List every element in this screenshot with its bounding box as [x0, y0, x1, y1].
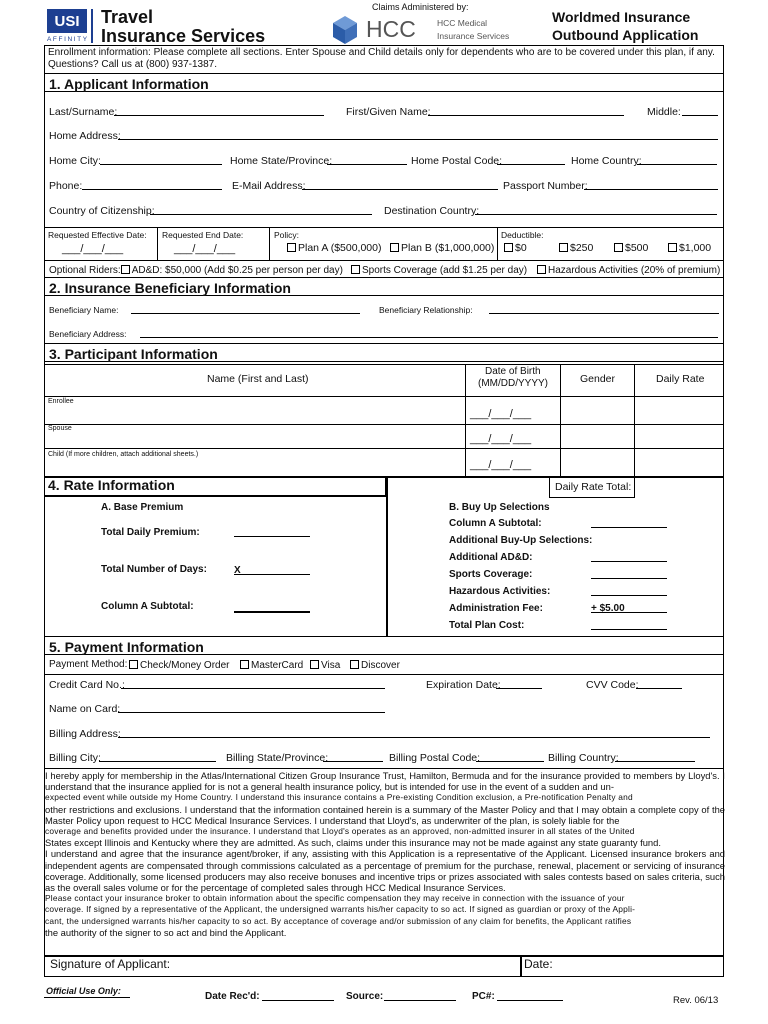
first-name-label: First/Given Name: [346, 106, 431, 118]
sports-coverage-label: Sports Coverage: [449, 569, 533, 580]
legal-p3c: cant, the undersigned warrants his/her capacity to so act. By acceptance of coverage and/or submission of any claim for benefits, the Applicant ratifies [45, 915, 632, 926]
legal-p1c: other restrictions and exclusions. I understand that the information contained herein is a summary of the Master Policy and that I may obtain a complete copy of the Master Policy upon request to HCC Medical Insurance Services. I understand that Lloyd's, as underwriter of the plan, is solely liable for the [45, 803, 725, 826]
rider-hazard-label: Hazardous Activities (20% of premium) [548, 265, 721, 276]
check-label: Check/Money Order [140, 660, 230, 671]
deductible-250-checkbox[interactable] [559, 243, 568, 252]
mastercard-option[interactable] [240, 660, 303, 671]
col-dob-header-2: (MM/DD/YYYY) [478, 378, 548, 389]
legal-p3b: coverage. If signed by a representative of the Applicant, the undersigned warrants his/her capacity to so act. If signed as guardian or proxy of the Appli- [45, 904, 636, 915]
legal-p2: I understand and agree that the insurance agent/broker, if any, assisting with this Application is a representative of the Applicant. Licensed insurance brokers and independent agents are compensated through commissions calculated as a percentage of premium for the purchase, renewal, placement or servicing of insurance coverage. Additionally, some licensed producers may also receive bonuses and incentive trips or prizes associated with sales contests based on sales criteria, such as the overall sales volume or for the percentage of completed sales through HCC Medical Insurance Services. [45, 848, 725, 894]
credit-card-field[interactable] [121, 678, 385, 689]
total-days-field[interactable] [234, 564, 310, 575]
plan-b-checkbox[interactable] [390, 243, 399, 252]
rider-add-checkbox[interactable] [121, 265, 130, 274]
admin-fee-label: Administration Fee: [449, 603, 543, 614]
beneficiary-address-label: Beneficiary Address: [49, 329, 127, 339]
additional-add-label: Additional AD&D: [449, 552, 533, 563]
hazardous-field[interactable] [591, 585, 667, 596]
billing-state-field[interactable] [323, 751, 383, 762]
section-applicant-title: 1. Applicant Information [49, 76, 209, 92]
first-name-field[interactable] [428, 105, 624, 116]
child-dob-field[interactable]: ___/___/___ [470, 459, 532, 471]
home-state-label: Home State/Province: [230, 155, 333, 167]
pc-label: PC#: [472, 991, 495, 1002]
source-label: Source: [346, 991, 384, 1002]
billing-postal-label: Billing Postal Code: [389, 752, 481, 764]
rider-sports-option[interactable] [351, 265, 527, 276]
billing-address-field[interactable] [118, 727, 710, 738]
billing-state-label: Billing State/Province: [226, 752, 329, 764]
claims-administered-label: Claims Administered by: [372, 2, 469, 12]
source-field[interactable] [384, 990, 456, 1001]
usi-logo-text: USI [54, 13, 80, 30]
section-payment-header [44, 636, 724, 655]
req-effective-label: Requested Effective Date: [48, 230, 147, 240]
middle-field[interactable] [682, 105, 718, 116]
legal-p3a: Please contact your insurance broker to obtain information about the specific compensation they may receive in connection with the issuance of your [45, 893, 625, 904]
revision-label: Rev. 06/13 [673, 995, 719, 1006]
legal-text [45, 770, 725, 938]
email-field[interactable] [302, 179, 498, 190]
hcc-sub-2: Insurance Services [437, 31, 510, 41]
section-payment-title: 5. Payment Information [49, 639, 204, 655]
payment-method-label: Payment Method: [49, 659, 128, 670]
buy-up-title: B. Buy Up Selections [449, 502, 550, 513]
rider-sports-label: Sports Coverage (add $1.25 per day) [362, 265, 528, 276]
rider-sports-checkbox[interactable] [351, 265, 360, 274]
beneficiary-relationship-field[interactable] [489, 303, 719, 314]
base-premium-title: A. Base Premium [101, 502, 184, 513]
destination-label: Destination Country: [384, 205, 480, 217]
form-title-2: Outbound Application [552, 27, 699, 43]
col-dob-header-1: Date of Birth [485, 366, 541, 377]
sports-coverage-field[interactable] [591, 568, 667, 579]
deductible-1000-label: $1,000 [679, 242, 712, 254]
expiration-label: Expiration Date: [426, 679, 501, 691]
section-beneficiary-header [44, 277, 724, 296]
deductible-500-label: $500 [625, 242, 649, 254]
total-daily-premium-field[interactable] [234, 526, 310, 537]
name-on-card-field[interactable] [118, 702, 385, 713]
last-name-field[interactable] [114, 105, 324, 116]
b-column-a-subtotal-label: Column A Subtotal: [449, 518, 542, 529]
plan-b-label: Plan B ($1,000,000) [401, 242, 495, 254]
additional-buyup-label: Additional Buy-Up Selections: [449, 535, 593, 546]
visa-label: Visa [321, 660, 341, 671]
billing-country-label: Billing Country: [548, 752, 619, 764]
days-multiplier: X [234, 565, 241, 576]
date-recd-label: Date Rec'd: [205, 991, 260, 1002]
hcc-cube-icon [332, 15, 358, 45]
home-state-field[interactable] [327, 154, 407, 165]
deductible-label: Deductible: [501, 230, 544, 240]
brand-line-2: Insurance Services [101, 26, 266, 46]
billing-postal-field[interactable] [476, 751, 544, 762]
official-use-label: Official Use Only: [46, 986, 121, 996]
mastercard-checkbox[interactable] [240, 660, 249, 669]
section-rate-title: 4. Rate Information [48, 477, 175, 493]
enrollee-dob-field[interactable]: ___/___/___ [470, 408, 532, 420]
optional-riders-row [49, 265, 343, 276]
name-on-card-label: Name on Card: [49, 703, 121, 715]
date-recd-field[interactable] [262, 990, 334, 1001]
deductible-250-option[interactable] [559, 243, 593, 254]
beneficiary-name-label: Beneficiary Name: [49, 305, 119, 315]
deductible-250-label: $250 [570, 242, 594, 254]
hcc-logo-text: HCC [366, 16, 416, 42]
plan-a-checkbox[interactable] [287, 243, 296, 252]
signature-date-field[interactable] [560, 958, 720, 974]
billing-city-label: Billing City: [49, 752, 101, 764]
payment-method-underline [44, 674, 724, 675]
deductible-1000-checkbox[interactable] [668, 243, 677, 252]
signature-divider [520, 955, 522, 977]
admin-fee-field [591, 602, 667, 613]
hazardous-label: Hazardous Activities: [449, 586, 551, 597]
column-a-subtotal-label: Column A Subtotal: [101, 601, 194, 612]
section-beneficiary-title: 2. Insurance Beneficiary Information [49, 280, 291, 296]
credit-card-label: Credit Card No.: [49, 679, 125, 691]
hcc-sub-1: HCC Medical [437, 18, 488, 28]
participant-row-line-3 [44, 448, 724, 449]
usi-logo [47, 9, 87, 33]
req-end-field[interactable]: ___/___/___ [174, 243, 236, 255]
cvv-field[interactable] [636, 678, 682, 689]
brand-line-1: Travel [101, 7, 154, 27]
passport-field[interactable] [584, 179, 718, 190]
date-label: Date: [524, 957, 553, 971]
home-city-field[interactable] [100, 154, 222, 165]
deductible-0-label: $0 [515, 242, 527, 254]
optional-riders-label: Optional Riders: [49, 265, 121, 276]
signature-field[interactable] [200, 958, 510, 974]
passport-label: Passport Number: [503, 180, 588, 192]
citizenship-label: Country of Citizenship: [49, 205, 155, 217]
section-applicant-header [44, 73, 724, 92]
deductible-0-checkbox[interactable] [504, 243, 513, 252]
affinity-label: AFFINITY [47, 36, 89, 43]
daily-rate-total-label: Daily Rate Total: [555, 481, 632, 493]
b-column-a-subtotal-field[interactable] [591, 517, 667, 528]
policy-divider-1 [157, 227, 158, 261]
discover-label: Discover [361, 660, 400, 671]
deductible-500-checkbox[interactable] [614, 243, 623, 252]
billing-city-field[interactable] [99, 751, 216, 762]
req-end-label: Requested End Date: [162, 230, 244, 240]
legal-p1d: coverage and benefits provided under the insurance. I understand that Lloyd's operates as an approved, non-admitted insurer in all states of the United [45, 826, 635, 837]
daily-rate-total-box [549, 476, 635, 498]
policy-label: Policy: [274, 230, 300, 240]
section-participant-title: 3. Participant Information [49, 346, 218, 362]
signature-label: Signature of Applicant: [50, 957, 171, 971]
legal-p1e: States except Illinois and Kentucky where they are admitted. As such, claims under this insurance may not be made against any state guaranty fund. [45, 837, 661, 849]
col-name-header: Name (First and Last) [207, 373, 309, 385]
discover-option[interactable] [350, 660, 400, 671]
home-country-label: Home Country: [571, 155, 642, 167]
plan-b-option[interactable] [390, 243, 494, 254]
visa-checkbox[interactable] [310, 660, 319, 669]
home-postal-field[interactable] [497, 154, 565, 165]
home-city-label: Home City: [49, 155, 101, 167]
participant-col-2 [560, 364, 561, 476]
deductible-1000-option[interactable] [668, 243, 711, 254]
beneficiary-relationship-label: Beneficiary Relationship: [379, 305, 473, 315]
middle-label: Middle: [647, 106, 681, 118]
participant-col-1 [465, 364, 466, 476]
pc-field[interactable] [497, 990, 563, 1001]
req-effective-field[interactable]: ___/___/___ [62, 243, 124, 255]
participant-col-3 [634, 364, 635, 476]
legal-p3d: the authority of the signer to so act and bind the Applicant. [45, 926, 287, 938]
mastercard-label: MasterCard [251, 660, 304, 671]
intro-line-2: Questions? Call us at (800) 937-1387. [48, 59, 217, 70]
citizenship-field[interactable] [150, 204, 372, 215]
column-a-subtotal-field[interactable] [234, 611, 310, 613]
rider-hazard-option[interactable] [537, 265, 720, 276]
legal-p1: I hereby apply for membership in the Atlas/International Citizen Group Insurance Trust, Hamilton, Bermuda and for the insurance provided to members by Lloyd's. I understand that the insurance applied for is not a general health insurance policy, but is intended for use in the event of a sudden and un- [45, 770, 725, 793]
row-spouse-label: Spouse [48, 425, 72, 432]
official-use-underline [44, 997, 130, 998]
rate-header-underline [44, 495, 386, 497]
billing-country-field[interactable] [615, 751, 695, 762]
total-daily-premium-label: Total Daily Premium: [101, 527, 200, 538]
total-plan-cost-label: Total Plan Cost: [449, 620, 525, 631]
total-days-label: Total Number of Days: [101, 564, 207, 575]
form-title-1: Worldmed Insurance [552, 9, 691, 25]
admin-fee-value: + $5.00 [591, 603, 625, 614]
col-rate-header: Daily Rate [656, 373, 705, 385]
check-option[interactable] [129, 660, 229, 671]
policy-divider-2 [269, 227, 270, 261]
beneficiary-name-field[interactable] [131, 303, 360, 314]
plan-a-label: Plan A ($500,000) [298, 242, 382, 254]
rider-hazard-checkbox[interactable] [537, 265, 546, 274]
col-gender-header: Gender [580, 373, 616, 385]
cvv-label: CVV Code: [586, 679, 639, 691]
section-participant-header [44, 343, 724, 362]
last-name-label: Last/Surname: [49, 106, 118, 118]
participant-table [44, 364, 724, 476]
participant-row-line-1 [44, 396, 724, 397]
additional-add-field[interactable] [591, 551, 667, 562]
row-child-label: Child (If more children, attach additional sheets.) [48, 451, 199, 458]
phone-field[interactable] [82, 179, 222, 190]
legal-p1b: expected event while outside my Home Country. I understand this insurance contains a Pre-existing Condition exclusion, a Pre-notification Penalty and [45, 792, 633, 803]
participant-row-line-2 [44, 424, 724, 425]
logo-divider [91, 9, 93, 43]
deductible-500-option[interactable] [614, 243, 648, 254]
home-address-field[interactable] [118, 129, 718, 140]
expiration-field[interactable] [496, 678, 542, 689]
home-postal-label: Home Postal Code: [411, 155, 503, 167]
email-label: E-Mail Address: [232, 180, 306, 192]
rider-add-label: AD&D: $50,000 (Add $0.25 per person per day) [131, 265, 343, 276]
rate-center-divider [386, 476, 388, 636]
section-rate-header [44, 476, 386, 495]
destination-field[interactable] [475, 204, 717, 215]
billing-address-label: Billing Address: [49, 728, 121, 740]
discover-checkbox[interactable] [350, 660, 359, 669]
plan-a-option[interactable] [287, 243, 381, 254]
visa-option[interactable] [310, 660, 340, 671]
check-checkbox[interactable] [129, 660, 138, 669]
spouse-dob-field[interactable]: ___/___/___ [470, 433, 532, 445]
home-address-label: Home Address: [49, 130, 121, 142]
total-plan-cost-field[interactable] [591, 619, 667, 630]
intro-line-1: Enrollment information: Please complete all sections. Enter Spouse and Child details only for dependents who are to be covered under this plan, if any. [48, 47, 715, 58]
row-enrollee-label: Enrollee [48, 398, 74, 405]
home-country-field[interactable] [637, 154, 717, 165]
beneficiary-address-field[interactable] [140, 327, 718, 338]
payment-bottom-line [44, 768, 724, 769]
policy-divider-3 [497, 227, 498, 261]
deductible-0-option[interactable] [504, 243, 527, 254]
phone-label: Phone: [49, 180, 83, 192]
